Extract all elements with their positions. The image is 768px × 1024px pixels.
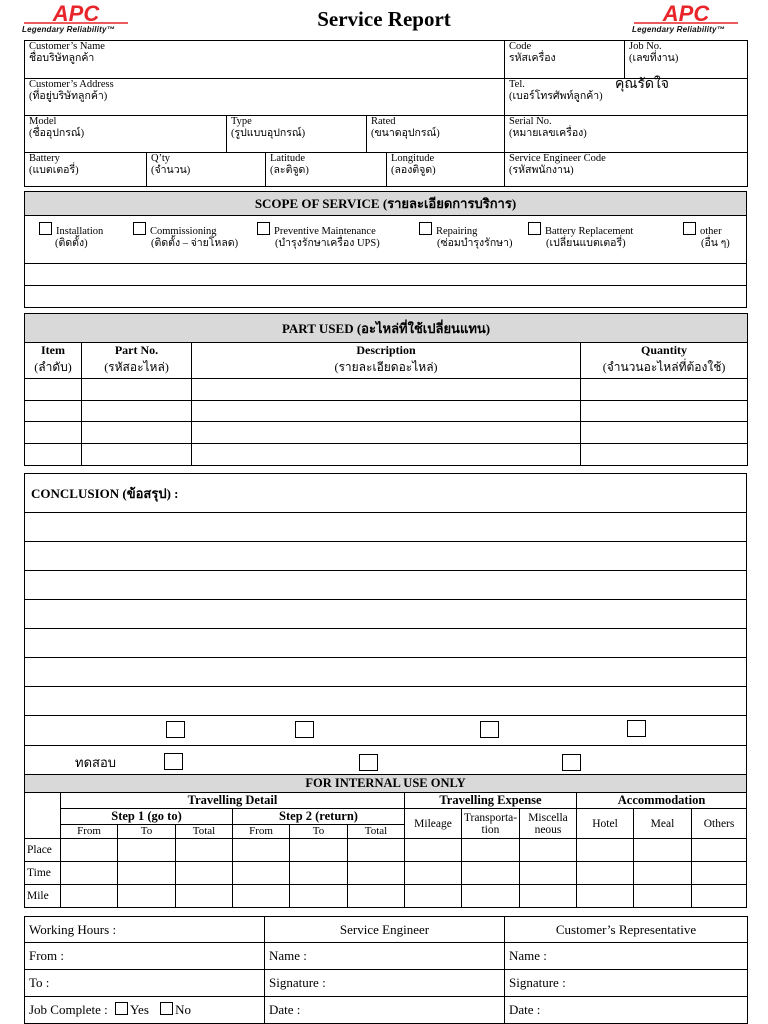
- table-row: [25, 401, 748, 422]
- to-field[interactable]: To :: [25, 970, 265, 997]
- step1-total: Total: [176, 825, 233, 839]
- job-no-cell[interactable]: Job No. (เลขที่งาน): [625, 41, 748, 79]
- travelling-expense-header: Travelling Expense: [405, 793, 577, 809]
- col-part-no: Part No. (รหัสอะไหล่): [82, 343, 192, 379]
- conclusion-line[interactable]: [25, 600, 747, 629]
- engineer-date-field[interactable]: Date :: [265, 997, 505, 1024]
- serial-no-cell[interactable]: Serial No. (หมายเลขเครื่อง): [505, 116, 748, 153]
- engineer-name-field[interactable]: Name :: [265, 943, 505, 970]
- customer-info-table: [24, 40, 748, 116]
- conclusion-checkbox-2[interactable]: [295, 721, 314, 738]
- conclusion-test-row: [25, 746, 747, 776]
- row-label-time: Time: [25, 862, 61, 885]
- conclusion-checkbox-4[interactable]: [627, 720, 646, 737]
- conclusion-line[interactable]: [25, 687, 747, 716]
- longitude-cell[interactable]: Longitude (ลองติจูด): [387, 153, 505, 187]
- meal-header: Meal: [634, 809, 692, 839]
- option-installation[interactable]: Installation (ติดตั้ง): [39, 222, 103, 250]
- internal-header: FOR INTERNAL USE ONLY: [25, 775, 747, 793]
- step2-header: Step 2 (return): [233, 809, 405, 825]
- customer-rep-header: Customer’s Representative: [505, 917, 748, 943]
- code-cell[interactable]: Code รหัสเครื่อง: [505, 41, 625, 79]
- transportation-header: Transporta- tion: [462, 809, 520, 839]
- conclusion-line[interactable]: [25, 658, 747, 687]
- engineer-code-cell[interactable]: Service Engineer Code (รหัสพนักงาน): [505, 153, 748, 187]
- logo-wordmark: APC: [52, 3, 100, 25]
- row-label-place: Place: [25, 839, 61, 862]
- parts-used-table: [24, 313, 748, 466]
- step2-total: Total: [348, 825, 405, 839]
- parts-header: PART USED (อะไหล่ที่ใช้เปลี่ยนแทน): [25, 314, 748, 343]
- table-row: [25, 422, 748, 444]
- table-row: [25, 862, 747, 885]
- accommodation-header: Accommodation: [577, 793, 747, 809]
- from-field[interactable]: From :: [25, 943, 265, 970]
- scope-header: SCOPE OF SERVICE (รายละเอียดการบริการ): [25, 192, 747, 216]
- step1-header: Step 1 (go to): [61, 809, 233, 825]
- conclusion-line[interactable]: [25, 542, 747, 571]
- miscellaneous-header: Miscella neous: [520, 809, 577, 839]
- job-complete-field: Job Complete : Yes No: [25, 997, 265, 1024]
- step2-to: To: [290, 825, 348, 839]
- col-description: Description (รายละเอียดอะไหล่): [192, 343, 581, 379]
- customer-address-cell[interactable]: Customer’s Address (ที่อยู่บริษัทลูกค้า): [25, 79, 505, 116]
- mileage-header: Mileage: [405, 809, 462, 839]
- scope-of-service-table: [24, 191, 747, 308]
- customer-signature-field[interactable]: Signature :: [505, 970, 748, 997]
- table-row: [25, 885, 747, 908]
- scope-options-row: [25, 216, 747, 264]
- conclusion-checkbox-1[interactable]: [166, 721, 185, 738]
- tel-cell[interactable]: Tel. (เบอร์โทรศัพท์ลูกค้า) คุณรัดใจ: [505, 79, 748, 116]
- type-cell[interactable]: Type (รูปแบบอุปกรณ์): [227, 116, 367, 153]
- checkbox[interactable]: [683, 222, 696, 235]
- others-header: Others: [692, 809, 747, 839]
- checkbox[interactable]: [528, 222, 541, 235]
- table-row: [25, 444, 748, 466]
- rated-cell[interactable]: Rated (ขนาดอุปกรณ์): [367, 116, 505, 153]
- customer-name-cell[interactable]: Customer’s Name ชื่อบริษัทลูกค้า: [25, 41, 505, 79]
- page-title: Service Report: [317, 7, 451, 31]
- service-engineer-header: Service Engineer: [265, 917, 505, 943]
- option-repairing[interactable]: Repairing (ซ่อมบำรุงรักษา): [419, 222, 513, 250]
- col-item: Item (ลำดับ): [25, 343, 82, 379]
- conclusion-line[interactable]: [25, 571, 747, 600]
- equipment-info-table: [24, 115, 748, 153]
- internal-use-table: [24, 774, 747, 908]
- checkbox[interactable]: [133, 222, 146, 235]
- test-label: ทดสอบ: [75, 756, 117, 771]
- step1-from: From: [61, 825, 118, 839]
- apc-logo-left: APC Legendary Reliability™: [22, 3, 130, 37]
- table-row: [25, 839, 747, 862]
- checkbox[interactable]: [419, 222, 432, 235]
- step1-to: To: [118, 825, 176, 839]
- checkbox[interactable]: [115, 1002, 128, 1015]
- option-battery-replacement[interactable]: Battery Replacement (เปลี่ยนแบตเตอรี่): [528, 222, 633, 250]
- test-checkbox-2[interactable]: [359, 754, 378, 771]
- test-checkbox-3[interactable]: [562, 754, 581, 771]
- option-other[interactable]: other (อื่น ๆ): [683, 222, 730, 250]
- scope-line[interactable]: [25, 264, 747, 286]
- conclusion-line[interactable]: [25, 629, 747, 658]
- handwritten-contact: คุณรัดใจ: [615, 76, 670, 92]
- step2-from: From: [233, 825, 290, 839]
- customer-date-field[interactable]: Date :: [505, 997, 748, 1024]
- hotel-header: Hotel: [577, 809, 634, 839]
- parts-column-headers: [25, 343, 748, 379]
- qty-cell[interactable]: Q’ty (จำนวน): [147, 153, 266, 187]
- checkbox[interactable]: [39, 222, 52, 235]
- apc-logo-right: APC Legendary Reliability™: [632, 3, 725, 34]
- conclusion-label: CONCLUSION (ข้อสรุป) :: [25, 474, 747, 513]
- conclusion-checkbox-3[interactable]: [480, 721, 499, 738]
- model-cell[interactable]: Model (ชื่ออุปกรณ์): [25, 116, 227, 153]
- option-commissioning[interactable]: Commissioning (ติดตั้ง – จ่ายโหลด): [133, 222, 238, 250]
- latitude-cell[interactable]: Latitude (ละติจูด): [266, 153, 387, 187]
- col-quantity: Quantity (จำนวนอะไหล่ที่ต้องใช้): [581, 343, 748, 379]
- battery-cell[interactable]: Battery (แบตเตอรี่): [25, 153, 147, 187]
- customer-name-field[interactable]: Name :: [505, 943, 748, 970]
- travelling-detail-header: Travelling Detail: [61, 793, 405, 809]
- scope-line[interactable]: [25, 286, 747, 308]
- battery-info-table: [24, 152, 748, 187]
- job-complete-yes[interactable]: Yes: [115, 1002, 149, 1017]
- option-preventive-maintenance[interactable]: Preventive Maintenance (บำรุงรักษาเครื่อง UPS): [257, 222, 380, 250]
- engineer-signature-field[interactable]: Signature :: [265, 970, 505, 997]
- conclusion-line[interactable]: [25, 513, 747, 542]
- job-complete-no[interactable]: No: [160, 1002, 191, 1017]
- signoff-table: [24, 916, 748, 1024]
- working-hours-label: Working Hours :: [25, 917, 265, 943]
- table-row: [25, 379, 748, 401]
- checkbox[interactable]: [160, 1002, 173, 1015]
- row-label-mile: Mile: [25, 885, 61, 908]
- logo-wordmark: APC: [662, 3, 710, 25]
- test-checkbox-1[interactable]: [164, 753, 183, 770]
- checkbox[interactable]: [257, 222, 270, 235]
